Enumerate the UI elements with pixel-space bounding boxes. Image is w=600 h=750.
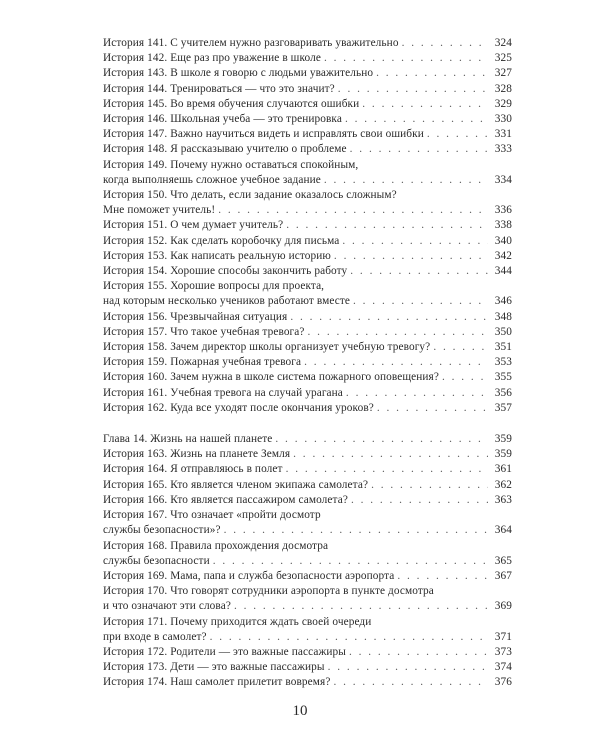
- toc-entry[interactable]: [103, 355, 512, 370]
- toc-entry[interactable]: [103, 539, 512, 569]
- toc-row: [103, 325, 512, 340]
- toc-entry[interactable]: [103, 660, 512, 675]
- toc-entry-title: История 156. Чрезвычайная ситуация: [103, 310, 288, 323]
- toc-row: [103, 249, 512, 264]
- toc-entry-page: 365: [494, 554, 512, 567]
- toc-entry[interactable]: [103, 279, 512, 309]
- toc-entry-title: История 152. Как сделать коробочку для письма: [103, 234, 340, 247]
- toc-row: [103, 554, 512, 569]
- toc-entry[interactable]: [103, 340, 512, 355]
- toc-entry-title: История 172. Родители — это важные пассажиры: [103, 645, 346, 658]
- toc-row: [103, 218, 512, 233]
- dot-leader: [213, 554, 488, 569]
- toc-entry-first-line: История 168. Правила прохождения досмотра: [103, 539, 329, 552]
- toc-row: [103, 493, 512, 508]
- toc-entry-title: История 165. Кто является членом экипажа самолета?: [103, 478, 369, 491]
- toc-row: [103, 630, 512, 645]
- toc-entry-page: 351: [494, 341, 512, 354]
- dot-leader: [290, 310, 488, 325]
- dot-leader: [353, 294, 488, 309]
- toc-entry[interactable]: [103, 112, 512, 127]
- dot-leader: [218, 203, 488, 218]
- toc-entry[interactable]: [103, 584, 512, 614]
- toc-entry[interactable]: [103, 188, 512, 218]
- dot-leader: [350, 264, 488, 279]
- toc-entry[interactable]: [103, 401, 512, 416]
- toc-row: [103, 294, 512, 309]
- dot-leader: [402, 36, 488, 51]
- toc-entry-page: 329: [494, 97, 512, 110]
- toc-row: [103, 355, 512, 370]
- toc-entry-title: История 154. Хорошие способы закончить работу: [103, 265, 348, 278]
- toc-row: [103, 432, 512, 447]
- toc-entry-page: 338: [494, 219, 512, 232]
- toc-row: [103, 51, 512, 66]
- toc-entry[interactable]: [103, 508, 512, 538]
- toc-entry-title: История 158. Зачем директор школы организует учебную тревогу?: [103, 341, 431, 354]
- toc-entry[interactable]: [103, 51, 512, 66]
- toc-entry-page: 348: [494, 310, 512, 323]
- dot-leader: [275, 432, 488, 447]
- toc-entry-page: 331: [494, 128, 512, 141]
- toc-entry-title: История 162. Куда все уходят после окончания уроков?: [103, 401, 374, 414]
- dot-leader: [351, 493, 488, 508]
- toc-entry-title: История 142. Еще раз про уважение в школе: [103, 52, 321, 65]
- dot-leader: [324, 173, 488, 188]
- toc-row: [103, 142, 512, 157]
- toc-entry-page: 330: [494, 113, 512, 126]
- toc-entry[interactable]: [103, 675, 512, 690]
- toc-entry-page: 356: [494, 386, 512, 399]
- toc-entry[interactable]: [103, 142, 512, 157]
- toc-entry[interactable]: [103, 432, 512, 447]
- dot-leader: [442, 370, 488, 385]
- toc-entry-title: История 141. С учителем нужно разговаривать уважительно: [103, 37, 399, 49]
- toc-entry-title: История 157. Что такое учебная тревога?: [103, 325, 305, 338]
- toc-entry-title: службы безопасности»?: [103, 524, 221, 537]
- toc-entry[interactable]: [103, 478, 512, 493]
- toc-row: [103, 675, 512, 690]
- toc-entry-first-line: История 150. Что делать, если задание оказалось сложным?: [103, 189, 397, 202]
- toc-entry-title: Глава 14. Жизнь на нашей планете: [103, 433, 273, 446]
- dot-leader: [286, 218, 488, 233]
- toc-entry-title: История 160. Зачем нужна в школе система пожарного оповещения?: [103, 371, 439, 384]
- toc-row: [103, 82, 512, 97]
- toc-entry[interactable]: [103, 264, 512, 279]
- dot-leader: [308, 325, 488, 340]
- toc-row: [103, 36, 512, 51]
- dot-leader: [377, 401, 488, 416]
- toc-entry-page: 340: [494, 234, 512, 247]
- toc-entry-title: службы безопасности: [103, 554, 210, 567]
- toc-row: [103, 599, 512, 614]
- toc-entry-page: 374: [494, 661, 512, 674]
- toc-entry-page: 353: [494, 356, 512, 369]
- toc-entry[interactable]: [103, 645, 512, 660]
- toc-entry[interactable]: [103, 569, 512, 584]
- toc-row: [103, 386, 512, 401]
- dot-leader: [338, 82, 488, 97]
- dot-leader: [350, 142, 488, 157]
- toc-entry-page: 334: [494, 173, 512, 186]
- toc-entry-page: 376: [494, 676, 512, 689]
- toc-row: [103, 173, 512, 188]
- toc-entry-first-line: История 149. Почему нужно оставаться спокойным,: [103, 158, 359, 171]
- toc-row: [103, 660, 512, 675]
- toc-entry-title: История 144. Тренироваться — что это значит?: [103, 82, 335, 95]
- toc-entry-page: 342: [494, 249, 512, 262]
- toc-entry-first-line: История 171. Почему приходится ждать своей очереди: [103, 615, 372, 628]
- dot-leader: [362, 97, 488, 112]
- toc-row: [103, 97, 512, 112]
- toc-entry-title: История 148. Я рассказываю учителю о проблеме: [103, 143, 347, 156]
- toc-entry-title: История 153. Как написать реальную историю: [103, 249, 331, 262]
- table-of-contents: [103, 36, 512, 691]
- dot-leader: [371, 478, 488, 493]
- toc-entry-title: при входе в самолет?: [103, 630, 207, 643]
- toc-row: [103, 478, 512, 493]
- toc-row: [103, 203, 512, 218]
- toc-entry-title: История 164. Я отправляюсь в полет: [103, 463, 283, 476]
- dot-leader: [333, 675, 488, 690]
- toc-entry-page: 369: [494, 600, 512, 613]
- toc-entry-title: История 161. Учебная тревога на случай урагана: [103, 386, 343, 399]
- dot-leader: [324, 51, 488, 66]
- toc-entry-title: История 146. Школьная учеба — это тренировка: [103, 113, 342, 126]
- page-number: 10: [292, 703, 308, 719]
- toc-entry-title: История 159. Пожарная учебная тревога: [103, 356, 302, 369]
- toc-row: [103, 447, 512, 462]
- toc-entry[interactable]: [103, 615, 512, 645]
- toc-entry[interactable]: [103, 97, 512, 112]
- toc-row: [103, 264, 512, 279]
- toc-entry-first-line: История 167. Что означает «пройти досмотр: [103, 509, 321, 522]
- section-gap: [103, 416, 512, 432]
- toc-entry-title: История 174. Наш самолет прилетит вовремя?: [103, 676, 331, 689]
- toc-entry-title: История 145. Во время обучения случаются ошибки: [103, 97, 360, 110]
- toc-row: [103, 340, 512, 355]
- toc-entry[interactable]: [103, 325, 512, 340]
- toc-row: [103, 127, 512, 142]
- toc-entry-title: Мне поможет учитель!: [103, 204, 216, 217]
- toc-entry-title: История 163. Жизнь на планете Земля: [103, 448, 291, 461]
- toc-entry[interactable]: [103, 447, 512, 462]
- toc-entry[interactable]: [103, 127, 512, 142]
- toc-entry-title: История 143. В школе я говорю с людьми уважительно: [103, 67, 374, 80]
- toc-entry[interactable]: [103, 493, 512, 508]
- toc-entry-title: История 151. О чем думает учитель?: [103, 219, 284, 232]
- toc-entry-title: когда выполняешь сложное учебное задание: [103, 173, 321, 186]
- toc-entry[interactable]: [103, 462, 512, 477]
- dot-leader: [376, 66, 488, 81]
- toc-entry[interactable]: [103, 82, 512, 97]
- toc-entry-title: История 173. Дети — это важные пассажиры: [103, 661, 325, 674]
- toc-entry[interactable]: [103, 370, 512, 385]
- toc-entry-page: 367: [494, 569, 512, 582]
- dot-leader: [224, 523, 488, 538]
- toc-entry[interactable]: [103, 310, 512, 325]
- toc-entry[interactable]: [103, 158, 512, 188]
- toc-entry[interactable]: [103, 36, 512, 51]
- dot-leader: [345, 112, 488, 127]
- toc-entry-page: 373: [494, 645, 512, 658]
- toc-entry-title: История 169. Мама, папа и служба безопасности аэропорта: [103, 569, 395, 582]
- toc-entry-title: История 166. Кто является пассажиром самолета?: [103, 493, 348, 506]
- dot-leader: [328, 660, 488, 675]
- toc-entry[interactable]: [103, 234, 512, 249]
- dot-leader: [293, 447, 488, 462]
- toc-row: [103, 112, 512, 127]
- dot-leader: [346, 386, 488, 401]
- toc-entry[interactable]: [103, 386, 512, 401]
- dot-leader: [234, 599, 488, 614]
- dot-leader: [349, 645, 488, 660]
- dot-leader: [304, 355, 488, 370]
- toc-entry[interactable]: [103, 218, 512, 233]
- toc-entry-page: 324: [494, 37, 512, 49]
- toc-entry-page: 363: [494, 493, 512, 506]
- toc-entry[interactable]: [103, 249, 512, 264]
- toc-entry-page: 327: [494, 67, 512, 80]
- toc-entry-page: 346: [494, 295, 512, 308]
- dot-leader: [427, 127, 488, 142]
- toc-entry-first-line: История 155. Хорошие вопросы для проекта,: [103, 280, 325, 293]
- toc-entry-page: 361: [494, 463, 512, 476]
- toc-entry-page: 362: [494, 478, 512, 491]
- toc-entry-page: 364: [494, 524, 512, 537]
- toc-entry-page: 344: [494, 265, 512, 278]
- dot-leader: [433, 340, 488, 355]
- toc-entry-title: над которым несколько учеников работают вместе: [103, 295, 350, 308]
- toc-row: [103, 523, 512, 538]
- toc-entry[interactable]: [103, 66, 512, 81]
- toc-entry-page: 357: [494, 401, 512, 414]
- toc-entry-page: 325: [494, 52, 512, 65]
- toc-row: [103, 310, 512, 325]
- toc-entry-page: 359: [494, 448, 512, 461]
- toc-entry-page: 350: [494, 325, 512, 338]
- dot-leader: [286, 462, 488, 477]
- dot-leader: [210, 630, 488, 645]
- toc-entry-first-line: История 170. Что говорят сотрудники аэропорта в пункте досмотра: [103, 585, 434, 598]
- toc-entry-page: 336: [494, 204, 512, 217]
- dot-leader: [334, 249, 488, 264]
- toc-row: [103, 569, 512, 584]
- toc-entry-page: 355: [494, 371, 512, 384]
- toc-entry-page: 371: [494, 630, 512, 643]
- dot-leader: [397, 569, 488, 584]
- toc-row: [103, 462, 512, 477]
- toc-row: [103, 645, 512, 660]
- toc-entry-title: и что означают эти слова?: [103, 600, 231, 613]
- toc-entry-page: 359: [494, 433, 512, 446]
- dot-leader: [342, 234, 488, 249]
- toc-row: [103, 401, 512, 416]
- toc-row: [103, 234, 512, 249]
- toc-row: [103, 66, 512, 81]
- toc-row: [103, 370, 512, 385]
- toc-entry-page: 333: [494, 143, 512, 156]
- toc-entry-title: История 147. Важно научиться видеть и исправлять свои ошибки: [103, 128, 424, 141]
- toc-entry-page: 328: [494, 82, 512, 95]
